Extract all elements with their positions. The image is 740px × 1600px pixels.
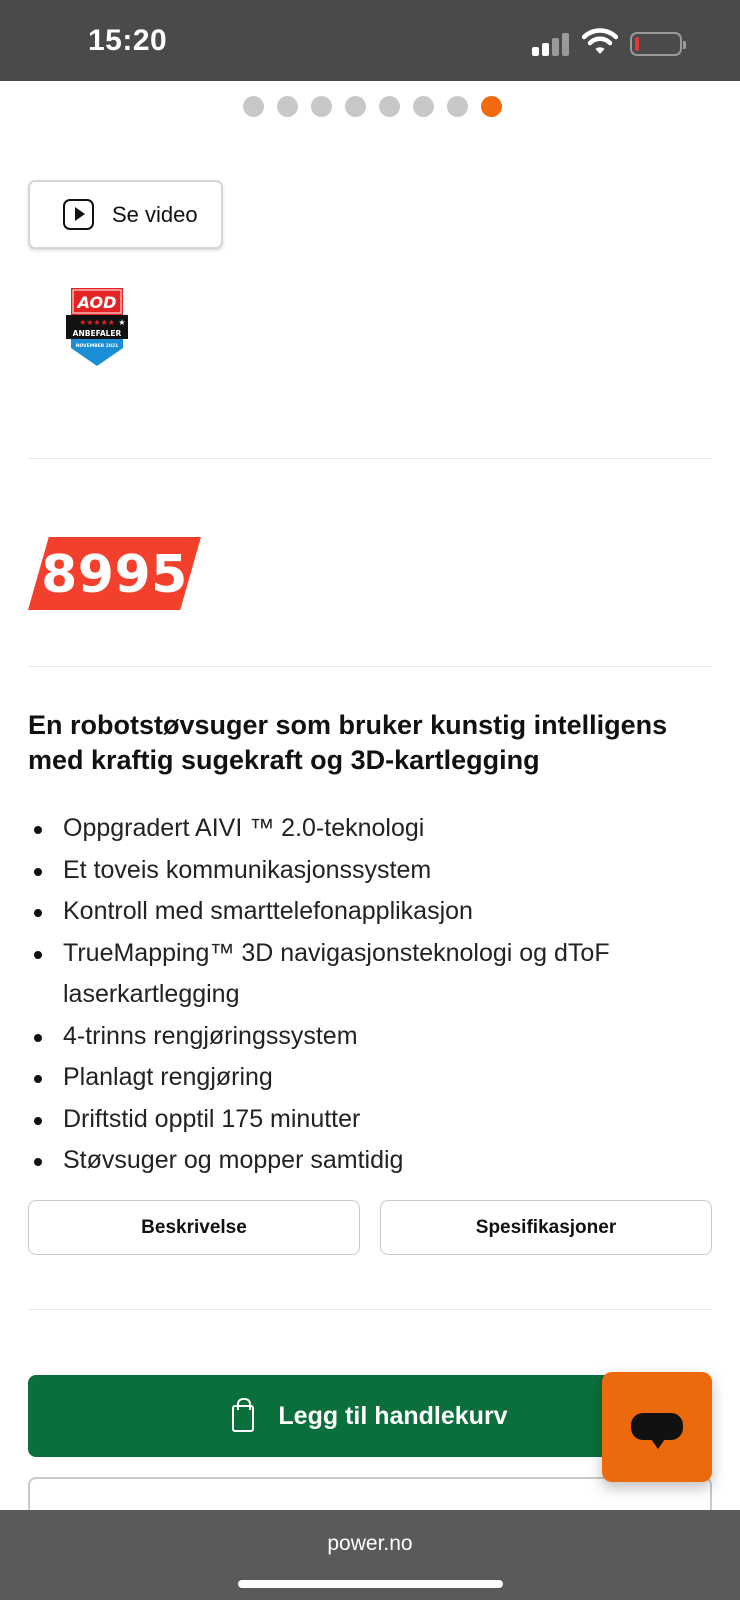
specifications-button[interactable]: Spesifikasjoner xyxy=(380,1200,712,1255)
chat-button[interactable] xyxy=(602,1372,712,1482)
feature-item: Driftstid opptil 175 minutter xyxy=(28,1099,718,1141)
product-headline: En robotstøvsuger som bruker kunstig intelligens med kraftig sugekraft og 3D-kartlegging xyxy=(28,710,668,775)
see-video-label: Se video xyxy=(112,201,198,227)
divider xyxy=(28,1309,712,1310)
svg-text:★★★★★: ★★★★★ xyxy=(79,318,115,327)
home-indicator[interactable] xyxy=(238,1580,503,1588)
chat-bubble-icon xyxy=(631,1413,683,1440)
wifi-icon xyxy=(582,28,618,56)
price-value: 8995 xyxy=(41,545,188,605)
feature-item: Kontroll med smarttelefonapplikasjon xyxy=(28,891,718,933)
status-bar xyxy=(0,0,740,81)
address-bar-url[interactable]: power.no xyxy=(327,1532,413,1555)
gallery-dot[interactable] xyxy=(277,96,298,117)
gallery-dot[interactable] xyxy=(311,96,332,117)
add-to-cart-label: Legg til handlekurv xyxy=(278,1401,508,1430)
description-button[interactable]: Beskrivelse xyxy=(28,1200,360,1255)
divider xyxy=(28,458,712,459)
feature-item: Støvsuger og mopper samtidig xyxy=(28,1140,718,1182)
gallery-dot[interactable] xyxy=(413,96,434,117)
feature-item: TrueMapping™ 3D navigasjonsteknologi og dToF laserkartlegging xyxy=(28,933,718,1016)
shopping-bag-icon xyxy=(232,1405,254,1432)
gallery-dot[interactable] xyxy=(379,96,400,117)
gallery-dot[interactable] xyxy=(345,96,366,117)
gallery-dot[interactable] xyxy=(243,96,264,117)
badge-brand: AOD xyxy=(77,293,117,312)
badge-date: NOVEMBER 2021 xyxy=(75,344,119,349)
divider xyxy=(28,666,712,667)
gallery-dot-active[interactable] xyxy=(481,96,502,117)
feature-item: 4-trinns rengjøringssystem xyxy=(28,1016,718,1058)
play-icon xyxy=(63,199,94,230)
gallery-pagination xyxy=(0,96,740,117)
price-tag xyxy=(28,537,201,610)
gallery-dot[interactable] xyxy=(447,96,468,117)
browser-bottom-bar xyxy=(0,1510,740,1600)
badge-text: ANBEFALER xyxy=(72,329,122,338)
aod-recommends-badge xyxy=(66,288,128,366)
battery-level xyxy=(635,37,639,51)
cellular-signal-icon xyxy=(532,32,572,56)
battery-icon xyxy=(630,32,682,56)
status-time: 15:20 xyxy=(88,24,168,57)
feature-item: Planlagt rengjøring xyxy=(28,1057,718,1099)
see-video-button[interactable] xyxy=(28,180,223,249)
svg-text:★: ★ xyxy=(118,318,126,327)
feature-item: Et toveis kommunikasjonssystem xyxy=(28,850,718,892)
feature-item: Oppgradert AIVI ™ 2.0-teknologi xyxy=(28,808,718,850)
feature-list xyxy=(28,808,718,1182)
